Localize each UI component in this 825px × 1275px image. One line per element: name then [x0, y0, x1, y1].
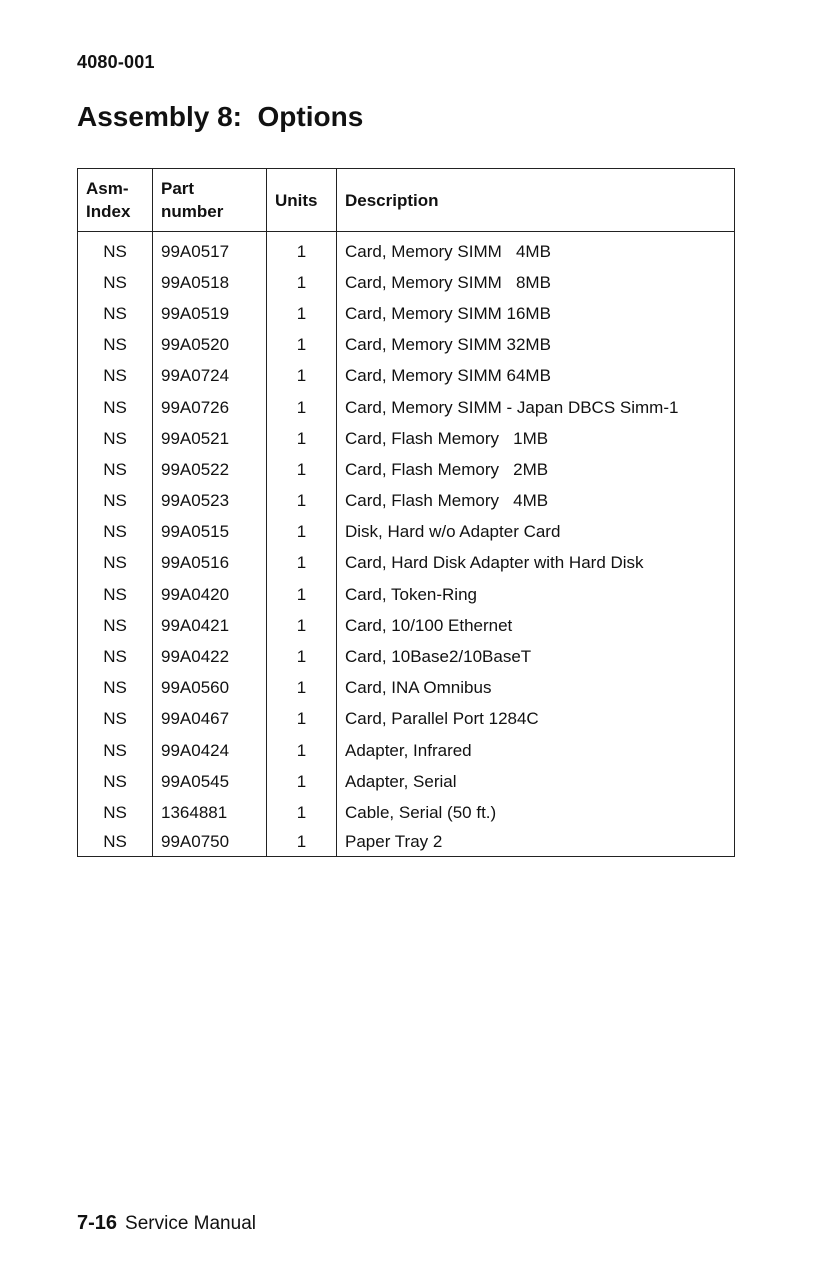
cell-part-number: 99A0521: [153, 423, 267, 454]
header-asm-index-label: Asm- Index: [86, 179, 131, 221]
table-row: [78, 797, 735, 828]
cell-description: Card, Parallel Port 1284C: [337, 704, 735, 735]
cell-description: Card, Hard Disk Adapter with Hard Disk: [337, 548, 735, 579]
table-row: [78, 610, 735, 641]
cell-description: Adapter, Infrared: [337, 735, 735, 766]
cell-units: 1: [267, 392, 337, 423]
table-row: [78, 361, 735, 392]
cell-description: Paper Tray 2: [337, 829, 735, 857]
table-row: [78, 517, 735, 548]
cell-part-number: 99A0516: [153, 548, 267, 579]
cell-description: Card, Memory SIMM 8MB: [337, 267, 735, 298]
table-row: [78, 454, 735, 485]
cell-asm-index: NS: [103, 647, 127, 667]
cell-units: 1: [267, 423, 337, 454]
cell-asm-index: NS: [103, 522, 127, 542]
cell-part-number: 99A0517: [153, 232, 267, 268]
cell-part-number: 99A0515: [153, 517, 267, 548]
table-row: [78, 641, 735, 672]
cell-units: 1: [267, 673, 337, 704]
cell-part-number: 99A0518: [153, 267, 267, 298]
cell-units: 1: [267, 548, 337, 579]
document-number: 4080-001: [77, 52, 155, 72]
cell-description: Card, Flash Memory 1MB: [337, 423, 735, 454]
cell-asm-index: NS: [103, 740, 127, 760]
cell-asm-index: NS: [103, 584, 127, 604]
cell-units: 1: [267, 829, 337, 857]
cell-part-number: 99A0726: [153, 392, 267, 423]
cell-description: Card, Flash Memory 2MB: [337, 454, 735, 485]
cell-asm-index: NS: [103, 272, 127, 292]
cell-units: 1: [267, 298, 337, 329]
cell-description: Card, Memory SIMM 64MB: [337, 361, 735, 392]
table-row: [78, 392, 735, 423]
cell-asm-index: NS: [103, 615, 127, 635]
cell-units: 1: [267, 232, 337, 268]
cell-asm-index: NS: [103, 241, 127, 261]
table-row: [78, 330, 735, 361]
cell-units: 1: [267, 704, 337, 735]
cell-description: Disk, Hard w/o Adapter Card: [337, 517, 735, 548]
cell-part-number: 99A0750: [153, 829, 267, 857]
cell-asm-index: NS: [103, 678, 127, 698]
cell-units: 1: [267, 486, 337, 517]
table-row: [78, 766, 735, 797]
cell-asm-index: NS: [103, 303, 127, 323]
table-row: [78, 298, 735, 329]
table-row: [78, 423, 735, 454]
table-row: [78, 735, 735, 766]
cell-description: Card, Memory SIMM 32MB: [337, 330, 735, 361]
cell-units: 1: [267, 766, 337, 797]
table-header-row: [78, 169, 735, 232]
cell-units: 1: [267, 579, 337, 610]
cell-part-number: 99A0724: [153, 361, 267, 392]
cell-part-number: 99A0560: [153, 673, 267, 704]
cell-part-number: 99A0420: [153, 579, 267, 610]
cell-asm-index: NS: [103, 832, 127, 852]
table-row: [78, 267, 735, 298]
cell-description: Card, Token-Ring: [337, 579, 735, 610]
cell-part-number: 99A0523: [153, 486, 267, 517]
table-row: [78, 486, 735, 517]
cell-units: 1: [267, 361, 337, 392]
cell-asm-index: NS: [103, 802, 127, 822]
cell-asm-index: NS: [103, 771, 127, 791]
header-asm-index: [78, 169, 153, 232]
table-row: [78, 579, 735, 610]
parts-table: [77, 168, 735, 857]
parts-table-body: [78, 232, 735, 857]
cell-part-number: 99A0520: [153, 330, 267, 361]
footer-manual-name: Service Manual: [125, 1213, 256, 1234]
page-title: Assembly 8: Options: [77, 101, 364, 132]
footer-page-number: 7-16: [77, 1212, 118, 1234]
cell-asm-index: NS: [103, 491, 127, 511]
table-row: [78, 673, 735, 704]
cell-asm-index: NS: [103, 709, 127, 729]
cell-asm-index: NS: [103, 553, 127, 573]
header-part-number: [153, 169, 267, 232]
header-part-number-label: Part number: [161, 179, 224, 221]
cell-asm-index: NS: [103, 459, 127, 479]
cell-description: Card, 10Base2/10BaseT: [337, 641, 735, 672]
cell-part-number: 99A0519: [153, 298, 267, 329]
table-row: [78, 232, 735, 268]
cell-asm-index: NS: [103, 335, 127, 355]
cell-units: 1: [267, 517, 337, 548]
header-description: Description: [337, 169, 735, 232]
cell-asm-index: NS: [103, 428, 127, 448]
page-footer: [77, 1212, 256, 1235]
cell-description: Card, Memory SIMM 16MB: [337, 298, 735, 329]
cell-part-number: 99A0467: [153, 704, 267, 735]
cell-asm-index: NS: [103, 397, 127, 417]
cell-asm-index: NS: [103, 366, 127, 386]
cell-part-number: 99A0422: [153, 641, 267, 672]
table-row: [78, 548, 735, 579]
cell-units: 1: [267, 641, 337, 672]
cell-part-number: 99A0421: [153, 610, 267, 641]
cell-units: 1: [267, 735, 337, 766]
table-row: [78, 829, 735, 857]
cell-part-number: 99A0545: [153, 766, 267, 797]
table-row: [78, 704, 735, 735]
cell-part-number: 99A0424: [153, 735, 267, 766]
cell-units: 1: [267, 610, 337, 641]
cell-description: Card, Memory SIMM 4MB: [337, 232, 735, 268]
cell-description: Card, Memory SIMM - Japan DBCS Simm-1: [337, 392, 735, 423]
cell-units: 1: [267, 454, 337, 485]
cell-description: Adapter, Serial: [337, 766, 735, 797]
header-units: Units: [267, 169, 337, 232]
cell-description: Card, Flash Memory 4MB: [337, 486, 735, 517]
cell-part-number: 99A0522: [153, 454, 267, 485]
cell-units: 1: [267, 797, 337, 828]
cell-units: 1: [267, 267, 337, 298]
cell-description: Card, INA Omnibus: [337, 673, 735, 704]
cell-description: Cable, Serial (50 ft.): [337, 797, 735, 828]
cell-description: Card, 10/100 Ethernet: [337, 610, 735, 641]
cell-part-number: 1364881: [153, 797, 267, 828]
cell-units: 1: [267, 330, 337, 361]
